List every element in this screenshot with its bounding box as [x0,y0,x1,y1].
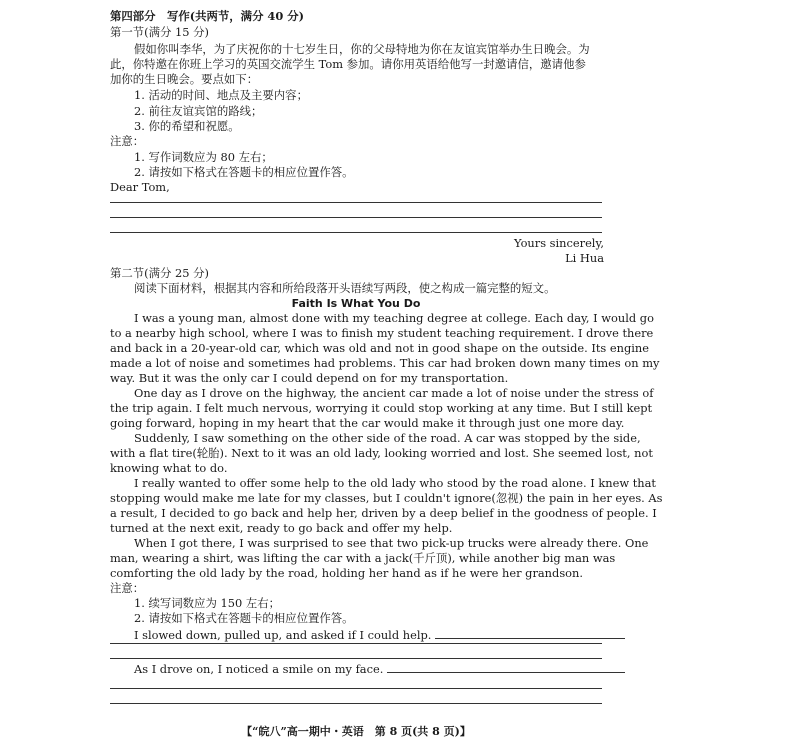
section2-instruction: 阅读下面材料，根据其内容和所给段落开头语续写两段，使之构成一篇完整的短文。 [134,281,556,295]
page-footer: 【“皖八”高一期中・英语 第 8 页(共 8 页)】 [241,725,471,738]
story-line: going forward, hoping in my heart that the car would make it through just one more day. [110,416,625,430]
part4-heading: 第四部分 写作(共两节，满分 40 分) [110,9,305,23]
story-line: turned at the next exit, ready to go back and offer my help. [110,521,453,535]
letter-salutation: Dear Tom, [110,180,170,194]
story-line: Suddenly, I saw something on the other side of the road. A car was stopped by the side, [134,431,641,445]
story-line: knowing what to do. [110,461,228,475]
section1-note: 2. 请按如下格式在答题卡的相应位置作答。 [134,165,354,179]
story-line: stopping would make me late for my classes, but I couldn't ignore(忽视) the pain in her eyes. As [110,491,663,505]
answer-line [110,202,602,203]
section2-notes-label: 注意： [110,581,145,595]
answer-line [110,658,602,659]
section1-point: 2. 前往友谊宾馆的路线； [134,104,263,118]
section2-note: 1. 续写词数应为 150 左右； [134,596,280,610]
para1-start: I slowed down, pulled up, and asked if I could help. [134,628,432,642]
story-line: a result, I decided to go back and help her, driven by a deep belief in the goodness of people. I [110,506,657,520]
section1-notes-label: 注意： [110,134,145,148]
answer-line [110,643,602,644]
story-line: When I got there, I was surprised to see that two pick-up trucks were already there. One [134,536,649,550]
story-line: man, wearing a shirt, was lifting the car with a jack(千斤顶), while another big man was [110,551,616,565]
section1-intro-line: 加你的生日晚会。要点如下： [110,72,259,86]
story-line: with a flat tire(轮胎). Next to it was an old lady, looking worried and lost. She seemed lost, not [110,446,653,460]
story-line: I really wanted to offer some help to the old lady who stood by the road alone. I knew that [134,476,656,490]
story-title: Faith Is What You Do [291,297,421,310]
story-line: comforting the old lady by the road, holding her hand as if he were her grandson. [110,566,583,580]
story-line: way. But it was the only car I could depend on for my transportation. [110,371,509,385]
story-line: and back in a 20-year-old car, which was old and not in good shape on the outside. Its engine [110,341,649,355]
story-line: I was a young man, almost done with my teaching degree at college. Each day, I would go [134,311,654,325]
section1-point: 3. 你的希望和祝愿。 [134,119,240,133]
section1-intro-line: 此，你特邀在你班上学习的英国交流学生 Tom 参加。请你用英语给他写一封邀请信，邀请他参 [110,57,586,71]
section2-heading: 第二节(满分 25 分) [110,266,209,280]
para2-start: As I drove on, I noticed a smile on my face. [134,662,384,676]
answer-line [110,217,602,218]
section2-note: 2. 请按如下格式在答题卡的相应位置作答。 [134,611,354,625]
section1-heading: 第一节(满分 15 分) [110,25,209,39]
answer-line [110,703,602,704]
answer-line [110,688,602,689]
story-line: One day as I drove on the highway, the ancient car made a lot of noise under the stress of [134,386,654,400]
section1-intro-line: 假如你叫李华，为了庆祝你的十七岁生日，你的父母特地为你在友谊宾馆举办生日晚会。为 [134,42,590,56]
answer-blank [435,626,625,639]
story-line: the trip again. I felt much nervous, worrying it could stop working at any time. But I still kept [110,401,653,415]
para2-opening [134,660,625,677]
section1-note: 1. 写作词数应为 80 左右； [134,150,273,164]
answer-line [110,232,602,233]
letter-signature: Li Hua [565,251,604,265]
para1-opening [134,626,625,643]
story-line: to a nearby high school, where I was to finish my student teaching requirement. I drove there [110,326,654,340]
letter-closing: Yours sincerely, [514,236,604,250]
answer-blank [387,660,625,673]
section1-point: 1. 活动的时间、地点及主要内容； [134,88,308,102]
story-line: made a lot of noise and sometimes had problems. This car had broken down many times on my [110,356,660,370]
